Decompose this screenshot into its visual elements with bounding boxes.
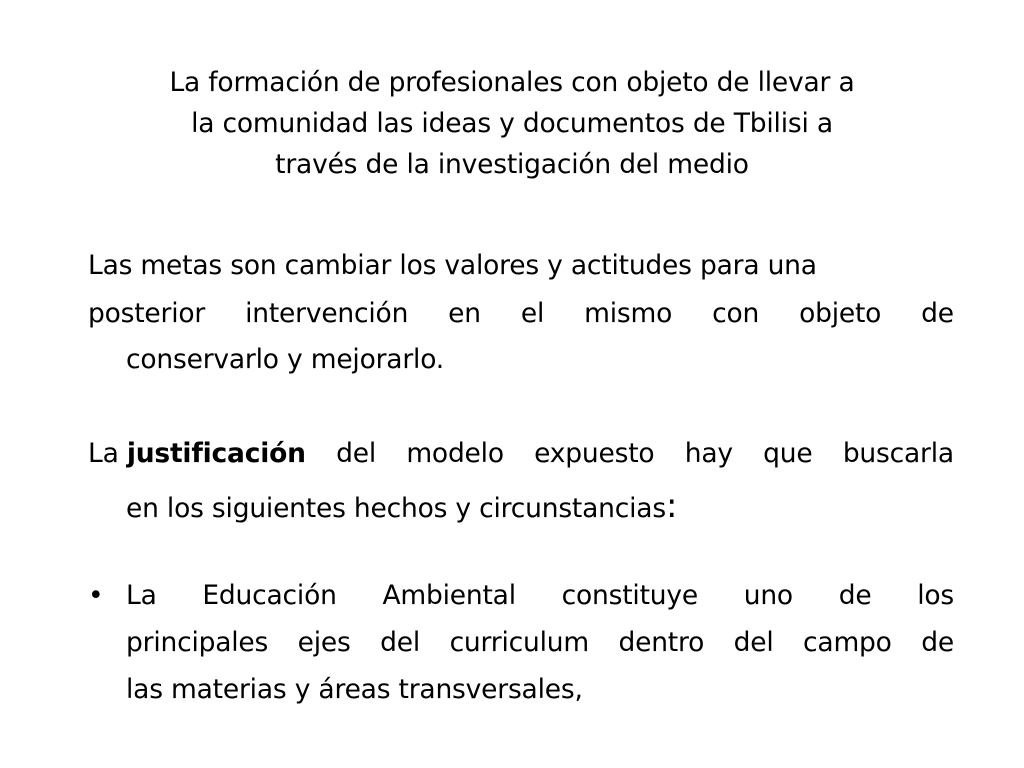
bullet-line-1 [126,572,954,619]
justificacion-colon: : [665,486,678,526]
bullet-word: de [838,580,872,611]
bullet-line-3: las materias y áreas transversales, [126,674,583,705]
title-line-2: la comunidad las ideas y documentos de Tbilisi a [191,108,833,139]
metas-word: en [448,298,481,329]
justificacion-word: del [336,438,376,469]
justificacion-line-2 [88,478,954,534]
justificacion-word: buscarla [842,438,954,469]
metas-word: objeto [799,298,882,329]
metas-word: posterior [88,298,206,329]
bullet-symbol: • [88,580,104,611]
bullet-word: dentro [618,627,705,658]
bullet-word: curriculum [449,627,589,658]
bullet-word: de [921,627,954,658]
bullet-word: principales [126,627,269,658]
metas-word: de [921,298,954,329]
bullet-text [126,572,954,713]
bullet-word: La [126,580,157,611]
justificacion-line-2-text: en los siguientes hechos y circunstancias [126,493,666,524]
metas-word: con [712,298,760,329]
bullet-word: los [917,580,954,611]
justificacion-intro [88,430,306,478]
justificacion-paragraph [88,430,954,534]
justificacion-word: hay [684,438,733,469]
bullet-word: del [733,627,774,658]
metas-word: mismo [584,298,673,329]
bullet-word: Ambiental [382,580,516,611]
metas-line-1: Las metas son cambiar los valores y actitudes para una [88,250,817,281]
bullet-word: del [380,627,421,658]
bullet-word: uno [743,580,793,611]
bullet-word: ejes [297,627,351,658]
justificacion-line-1 [88,430,954,478]
title-line-3: través de la investigación del medio [275,149,749,180]
justificacion-bold-word: justificación [126,438,306,469]
bullet-word: campo [803,627,892,658]
justificacion-word: que [763,438,813,469]
metas-line-2 [88,290,954,338]
bullet-word: constituye [561,580,698,611]
metas-word: intervención [245,298,409,329]
bullet-word: Educación [202,580,337,611]
title-line-1: La formación de profesionales con objeto de llevar a [169,67,855,98]
metas-line-3: conservarlo y mejorarlo. [126,344,444,375]
metas-paragraph [88,242,954,382]
justificacion-word: modelo [406,438,504,469]
slide-title [80,62,944,185]
metas-word: el [520,298,545,329]
bullet-line-2 [126,619,954,666]
justificacion-word: expuesto [534,438,655,469]
justificacion-prefix: La [88,438,119,469]
